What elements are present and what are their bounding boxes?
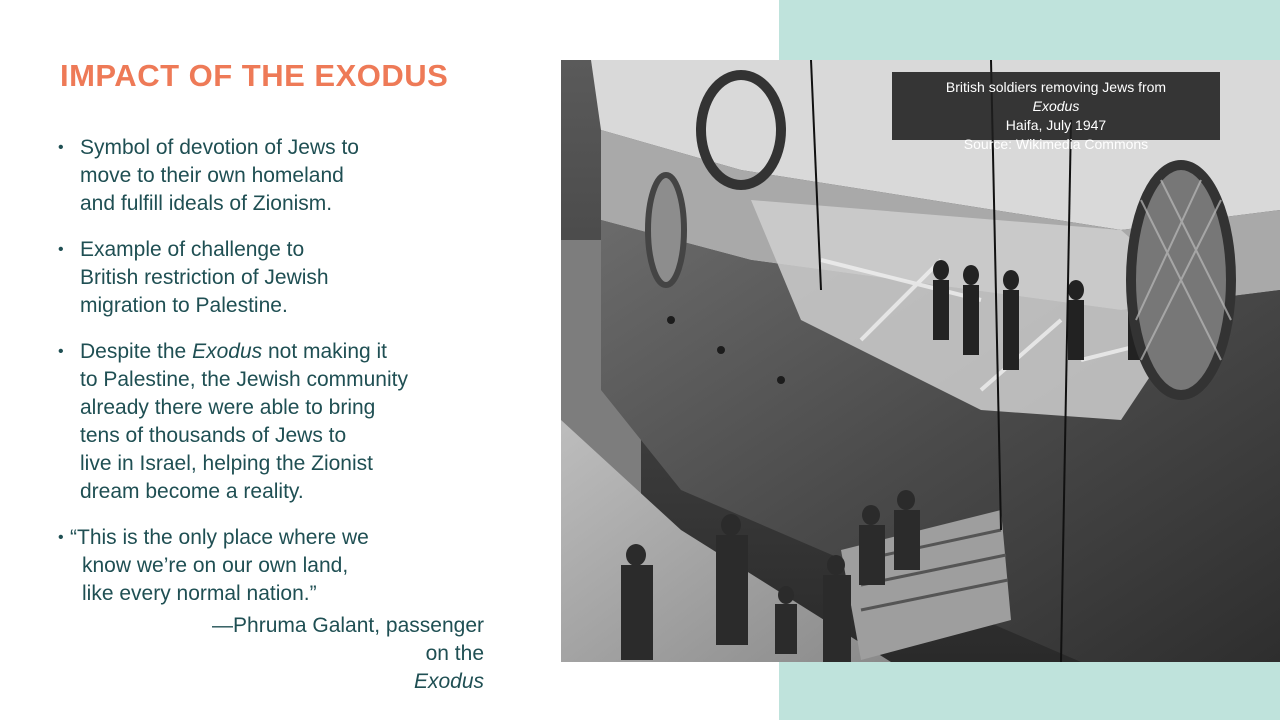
bullet-line: live in Israel, helping the Zionist — [80, 452, 373, 475]
bullet-line: know we’re on our own land, — [82, 554, 349, 577]
bullet-line: tens of thousands of Jews to — [80, 424, 347, 447]
bullet-line: to Palestine, the Jewish community — [80, 368, 408, 391]
bullet-line: British restriction of Jewish — [80, 266, 329, 289]
text-run: not making it — [262, 340, 388, 363]
text-run: Despite the — [80, 340, 193, 363]
photo-caption — [892, 72, 1220, 152]
caption-line: Source: Wikimedia Commons — [963, 136, 1149, 152]
bullet-line — [58, 338, 498, 366]
text-run: on the — [425, 642, 484, 665]
bullet-line: Symbol of devotion of Jews to — [80, 136, 359, 159]
text-run: British soldiers removing Jews from — [945, 79, 1167, 95]
ship-name: Exodus — [1032, 98, 1080, 114]
bullet-dot-icon: • — [58, 343, 64, 360]
bullet-line: already there were able to bring — [80, 396, 376, 419]
slide-title: IMPACT OF THE EXODUS — [60, 58, 449, 93]
bullet-dot-icon: • — [58, 139, 64, 156]
quote-attribution — [58, 612, 484, 696]
bullet-dot-icon: • — [58, 529, 64, 546]
attribution-line: —Phruma Galant, passenger — [212, 614, 484, 637]
bullet-item — [58, 338, 498, 506]
bullet-item — [58, 134, 498, 218]
ship-name: Exodus — [413, 670, 484, 693]
ship-name: Exodus — [192, 340, 263, 363]
caption-line: Haifa, July 1947 — [1005, 117, 1107, 133]
bullet-line: move to their own homeland — [80, 164, 344, 187]
bullet-line: migration to Palestine. — [80, 294, 288, 317]
bullet-dot-icon: • — [58, 241, 64, 258]
bullet-line: dream become a reality. — [80, 480, 304, 503]
bullet-line: Example of challenge to — [80, 238, 305, 261]
bullet-item — [58, 236, 498, 320]
caption-line — [892, 78, 1220, 116]
bullet-line: like every normal nation.” — [82, 582, 317, 605]
quote-bullet — [58, 524, 498, 608]
bullet-line: and fulfill ideals of Zionism. — [80, 192, 333, 215]
bullet-line: “This is the only place where we — [70, 526, 369, 549]
attribution-line — [58, 640, 484, 696]
